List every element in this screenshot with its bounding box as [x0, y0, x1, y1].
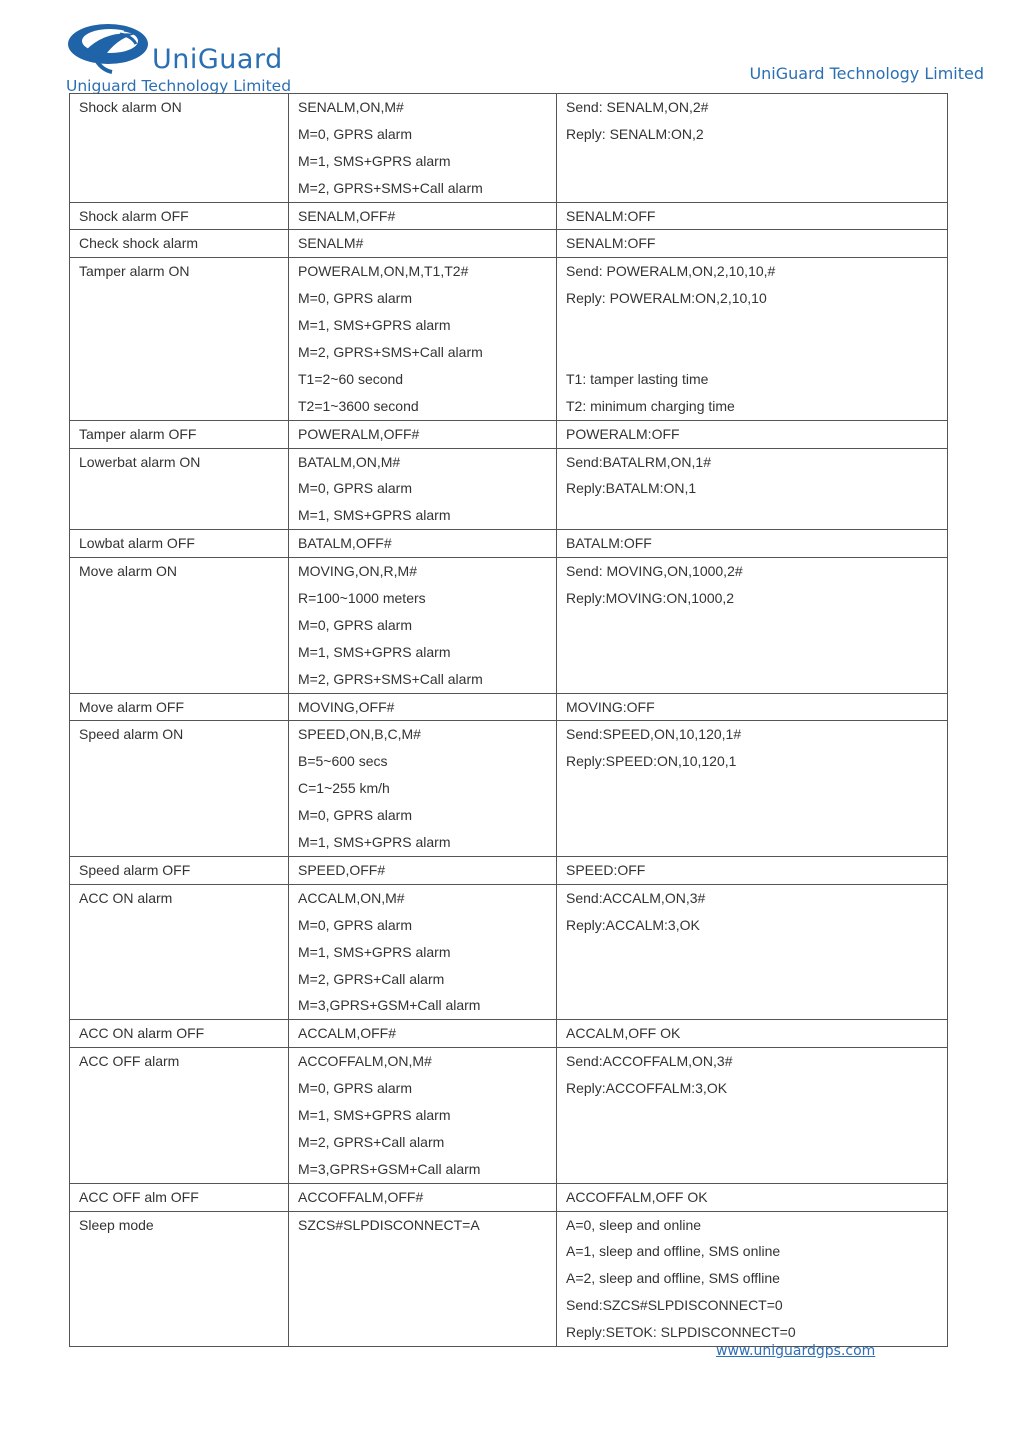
command-cell-line: BATALM,ON,M# — [298, 453, 401, 470]
example-cell — [557, 1048, 948, 1183]
command-cell-line: MOVING,ON,R,M# — [298, 563, 418, 580]
example-cell-line: BATALM:OFF — [566, 535, 652, 552]
feature-cell — [70, 693, 289, 721]
table-row — [70, 1020, 948, 1048]
command-cell-line: M=0, GPRS alarm — [298, 1080, 412, 1097]
command-cell — [289, 94, 557, 203]
command-cell — [289, 230, 557, 258]
command-cell-line: M=0, GPRS alarm — [298, 807, 412, 824]
command-cell-line: M=0, GPRS alarm — [298, 916, 412, 933]
feature-cell-line: ACC ON alarm — [79, 889, 173, 906]
feature-cell — [70, 558, 289, 693]
command-cell-line: B=5~600 secs — [298, 753, 388, 770]
example-cell — [557, 856, 948, 884]
table-row — [70, 856, 948, 884]
command-cell-line: SPEED,ON,B,C,M# — [298, 726, 421, 743]
command-cell — [289, 558, 557, 693]
logo-swoosh-icon — [66, 20, 154, 76]
example-cell — [557, 94, 948, 203]
command-cell — [289, 884, 557, 1019]
example-cell-line: MOVING:OFF — [566, 698, 655, 715]
command-cell-line: M=1, SMS+GPRS alarm — [298, 317, 451, 334]
example-cell — [557, 258, 948, 420]
table-row — [70, 1183, 948, 1211]
example-cell-line: Send:ACCALM,ON,3# — [566, 889, 706, 906]
feature-cell-line: ACC ON alarm OFF — [79, 1025, 205, 1042]
header-company-name: UniGuard Technology Limited — [749, 64, 984, 83]
feature-cell-line: Speed alarm OFF — [79, 861, 191, 878]
feature-cell-line: Check shock alarm — [79, 235, 199, 252]
command-cell-line: T1=2~60 second — [298, 370, 404, 387]
example-cell-line: Send: POWERALM,ON,2,10,10,# — [566, 263, 776, 280]
command-cell-line: BATALM,OFF# — [298, 535, 392, 552]
feature-cell — [70, 202, 289, 230]
table-row — [70, 530, 948, 558]
table-row — [70, 258, 948, 420]
command-cell-line: POWERALM,ON,M,T1,T2# — [298, 263, 469, 280]
command-cell-line: SZCS#SLPDISCONNECT=A — [298, 1216, 480, 1233]
command-cell-line: ACCALM,ON,M# — [298, 889, 405, 906]
table-row — [70, 721, 948, 856]
example-cell-line: A=0, sleep and online — [566, 1216, 702, 1233]
feature-cell-line: ACC OFF alarm — [79, 1053, 180, 1070]
command-cell — [289, 530, 557, 558]
example-cell-line: Reply: POWERALM:ON,2,10,10 — [566, 290, 767, 307]
example-cell — [557, 1211, 948, 1346]
command-cell-line: M=2, GPRS+SMS+Call alarm — [298, 344, 483, 361]
command-cell-line: M=1, SMS+GPRS alarm — [298, 1106, 451, 1123]
command-cell-line: SPEED,OFF# — [298, 861, 386, 878]
command-cell — [289, 258, 557, 420]
command-cell — [289, 448, 557, 530]
command-cell-line: M=1, SMS+GPRS alarm — [298, 507, 451, 524]
feature-cell-line: Shock alarm OFF — [79, 207, 189, 224]
command-cell-line: M=0, GPRS alarm — [298, 125, 412, 142]
command-cell — [289, 856, 557, 884]
feature-cell — [70, 1183, 289, 1211]
command-cell-line: ACCALM,OFF# — [298, 1025, 397, 1042]
table-row — [70, 94, 948, 203]
example-cell-line: ACCOFFALM,OFF OK — [566, 1188, 708, 1205]
example-cell-line — [566, 312, 939, 339]
feature-cell — [70, 884, 289, 1019]
command-cell — [289, 202, 557, 230]
command-cell-line: M=3,GPRS+GSM+Call alarm — [298, 997, 481, 1014]
example-cell-line: Send:SZCS#SLPDISCONNECT=0 — [566, 1297, 783, 1314]
feature-cell — [70, 856, 289, 884]
command-cell — [289, 693, 557, 721]
feature-cell-line: Tamper alarm OFF — [79, 425, 197, 442]
table-row — [70, 448, 948, 530]
command-cell-line: M=0, GPRS alarm — [298, 290, 412, 307]
feature-cell-line: Tamper alarm ON — [79, 263, 190, 280]
feature-cell-line: Lowbat alarm OFF — [79, 535, 195, 552]
command-cell-line: M=1, SMS+GPRS alarm — [298, 152, 451, 169]
logo-subtitle: Uniguard Technology Limited — [66, 77, 292, 95]
example-cell — [557, 884, 948, 1019]
command-cell-line: SENALM# — [298, 235, 364, 252]
feature-cell — [70, 230, 289, 258]
feature-cell-line: Move alarm ON — [79, 563, 178, 580]
command-table — [69, 93, 948, 1347]
command-cell-line: SENALM,ON,M# — [298, 99, 404, 115]
feature-cell — [70, 530, 289, 558]
example-cell-line: Send: MOVING,ON,1000,2# — [566, 563, 743, 580]
example-cell-line: Send:SPEED,ON,10,120,1# — [566, 726, 742, 743]
command-cell — [289, 1020, 557, 1048]
example-cell-line: Send: SENALM,ON,2# — [566, 99, 709, 115]
table-row — [70, 230, 948, 258]
feature-cell-line: Speed alarm ON — [79, 726, 184, 743]
table-row — [70, 420, 948, 448]
command-cell — [289, 1211, 557, 1346]
example-cell-line: Reply:SPEED:ON,10,120,1 — [566, 753, 737, 770]
table-row — [70, 1211, 948, 1346]
feature-cell — [70, 1211, 289, 1346]
table-row — [70, 558, 948, 693]
example-cell — [557, 721, 948, 856]
command-cell-line: M=1, SMS+GPRS alarm — [298, 834, 451, 851]
feature-cell — [70, 420, 289, 448]
command-cell — [289, 420, 557, 448]
command-cell-line: M=1, SMS+GPRS alarm — [298, 643, 451, 660]
command-cell-line: R=100~1000 meters — [298, 590, 426, 607]
company-logo — [66, 20, 296, 96]
command-cell-line: ACCOFFALM,ON,M# — [298, 1053, 432, 1070]
feature-cell — [70, 448, 289, 530]
example-cell-line — [566, 339, 939, 366]
example-cell-line: SENALM:OFF — [566, 235, 656, 252]
feature-cell-line: ACC OFF alm OFF — [79, 1188, 199, 1205]
command-cell-line: M=0, GPRS alarm — [298, 616, 412, 633]
example-cell-line: Reply:BATALM:ON,1 — [566, 480, 697, 497]
feature-cell — [70, 1020, 289, 1048]
feature-cell — [70, 721, 289, 856]
command-cell-line: M=2, GPRS+SMS+Call alarm — [298, 179, 483, 196]
command-cell-line: ACCOFFALM,OFF# — [298, 1188, 424, 1205]
command-cell-line: MOVING,OFF# — [298, 698, 395, 715]
command-cell — [289, 1048, 557, 1183]
feature-cell-line: Lowerbat alarm ON — [79, 453, 201, 470]
feature-cell-line: Shock alarm ON — [79, 99, 182, 115]
command-cell-line: M=2, GPRS+Call alarm — [298, 1133, 445, 1150]
example-cell-line: Reply: SENALM:ON,2 — [566, 125, 704, 142]
example-cell — [557, 693, 948, 721]
command-cell-line: M=2, GPRS+SMS+Call alarm — [298, 670, 483, 687]
table-row — [70, 693, 948, 721]
example-cell-line: A=2, sleep and offline, SMS offline — [566, 1270, 780, 1287]
example-cell-line: ACCALM,OFF OK — [566, 1025, 681, 1042]
command-cell-line: M=1, SMS+GPRS alarm — [298, 943, 451, 960]
example-cell-line: Send:ACCOFFALM,ON,3# — [566, 1053, 733, 1070]
example-cell-line: A=1, sleep and offline, SMS online — [566, 1243, 781, 1260]
table-row — [70, 202, 948, 230]
command-cell-line: M=3,GPRS+GSM+Call alarm — [298, 1160, 481, 1177]
example-cell-line: Send:BATALRM,ON,1# — [566, 453, 711, 470]
table-row — [70, 884, 948, 1019]
example-cell-line: POWERALM:OFF — [566, 425, 680, 442]
feature-cell-line: Sleep mode — [79, 1216, 154, 1233]
example-cell — [557, 1020, 948, 1048]
command-cell — [289, 721, 557, 856]
example-cell-line: T2: minimum charging time — [566, 397, 735, 414]
example-cell — [557, 558, 948, 693]
example-cell-line: Reply:MOVING:ON,1000,2 — [566, 590, 735, 607]
example-cell-line: Reply:SETOK: SLPDISCONNECT=0 — [566, 1324, 796, 1341]
example-cell — [557, 530, 948, 558]
example-cell — [557, 1183, 948, 1211]
feature-cell — [70, 94, 289, 203]
example-cell-line: SENALM:OFF — [566, 207, 656, 224]
command-cell — [289, 1183, 557, 1211]
command-cell-line: M=2, GPRS+Call alarm — [298, 970, 445, 987]
example-cell — [557, 230, 948, 258]
logo-brand-text: UniGuard — [152, 44, 283, 75]
example-cell-line: Reply:ACCOFFALM:3,OK — [566, 1080, 728, 1097]
example-cell — [557, 448, 948, 530]
command-cell-line: SENALM,OFF# — [298, 207, 396, 224]
feature-cell — [70, 1048, 289, 1183]
example-cell-line: Reply:ACCALM:3,OK — [566, 916, 700, 933]
command-cell-line: T2=1~3600 second — [298, 397, 419, 414]
example-cell-line: SPEED:OFF — [566, 861, 646, 878]
example-cell-line: T1: tamper lasting time — [566, 370, 709, 387]
example-cell — [557, 202, 948, 230]
command-cell-line: M=0, GPRS alarm — [298, 480, 412, 497]
feature-cell — [70, 258, 289, 420]
footer-website-link[interactable]: www.uniguardgps.com — [716, 1343, 876, 1359]
feature-cell-line: Move alarm OFF — [79, 698, 185, 715]
command-cell-line: C=1~255 km/h — [298, 780, 390, 797]
example-cell — [557, 420, 948, 448]
table-row — [70, 1048, 948, 1183]
command-cell-line: POWERALM,OFF# — [298, 425, 420, 442]
